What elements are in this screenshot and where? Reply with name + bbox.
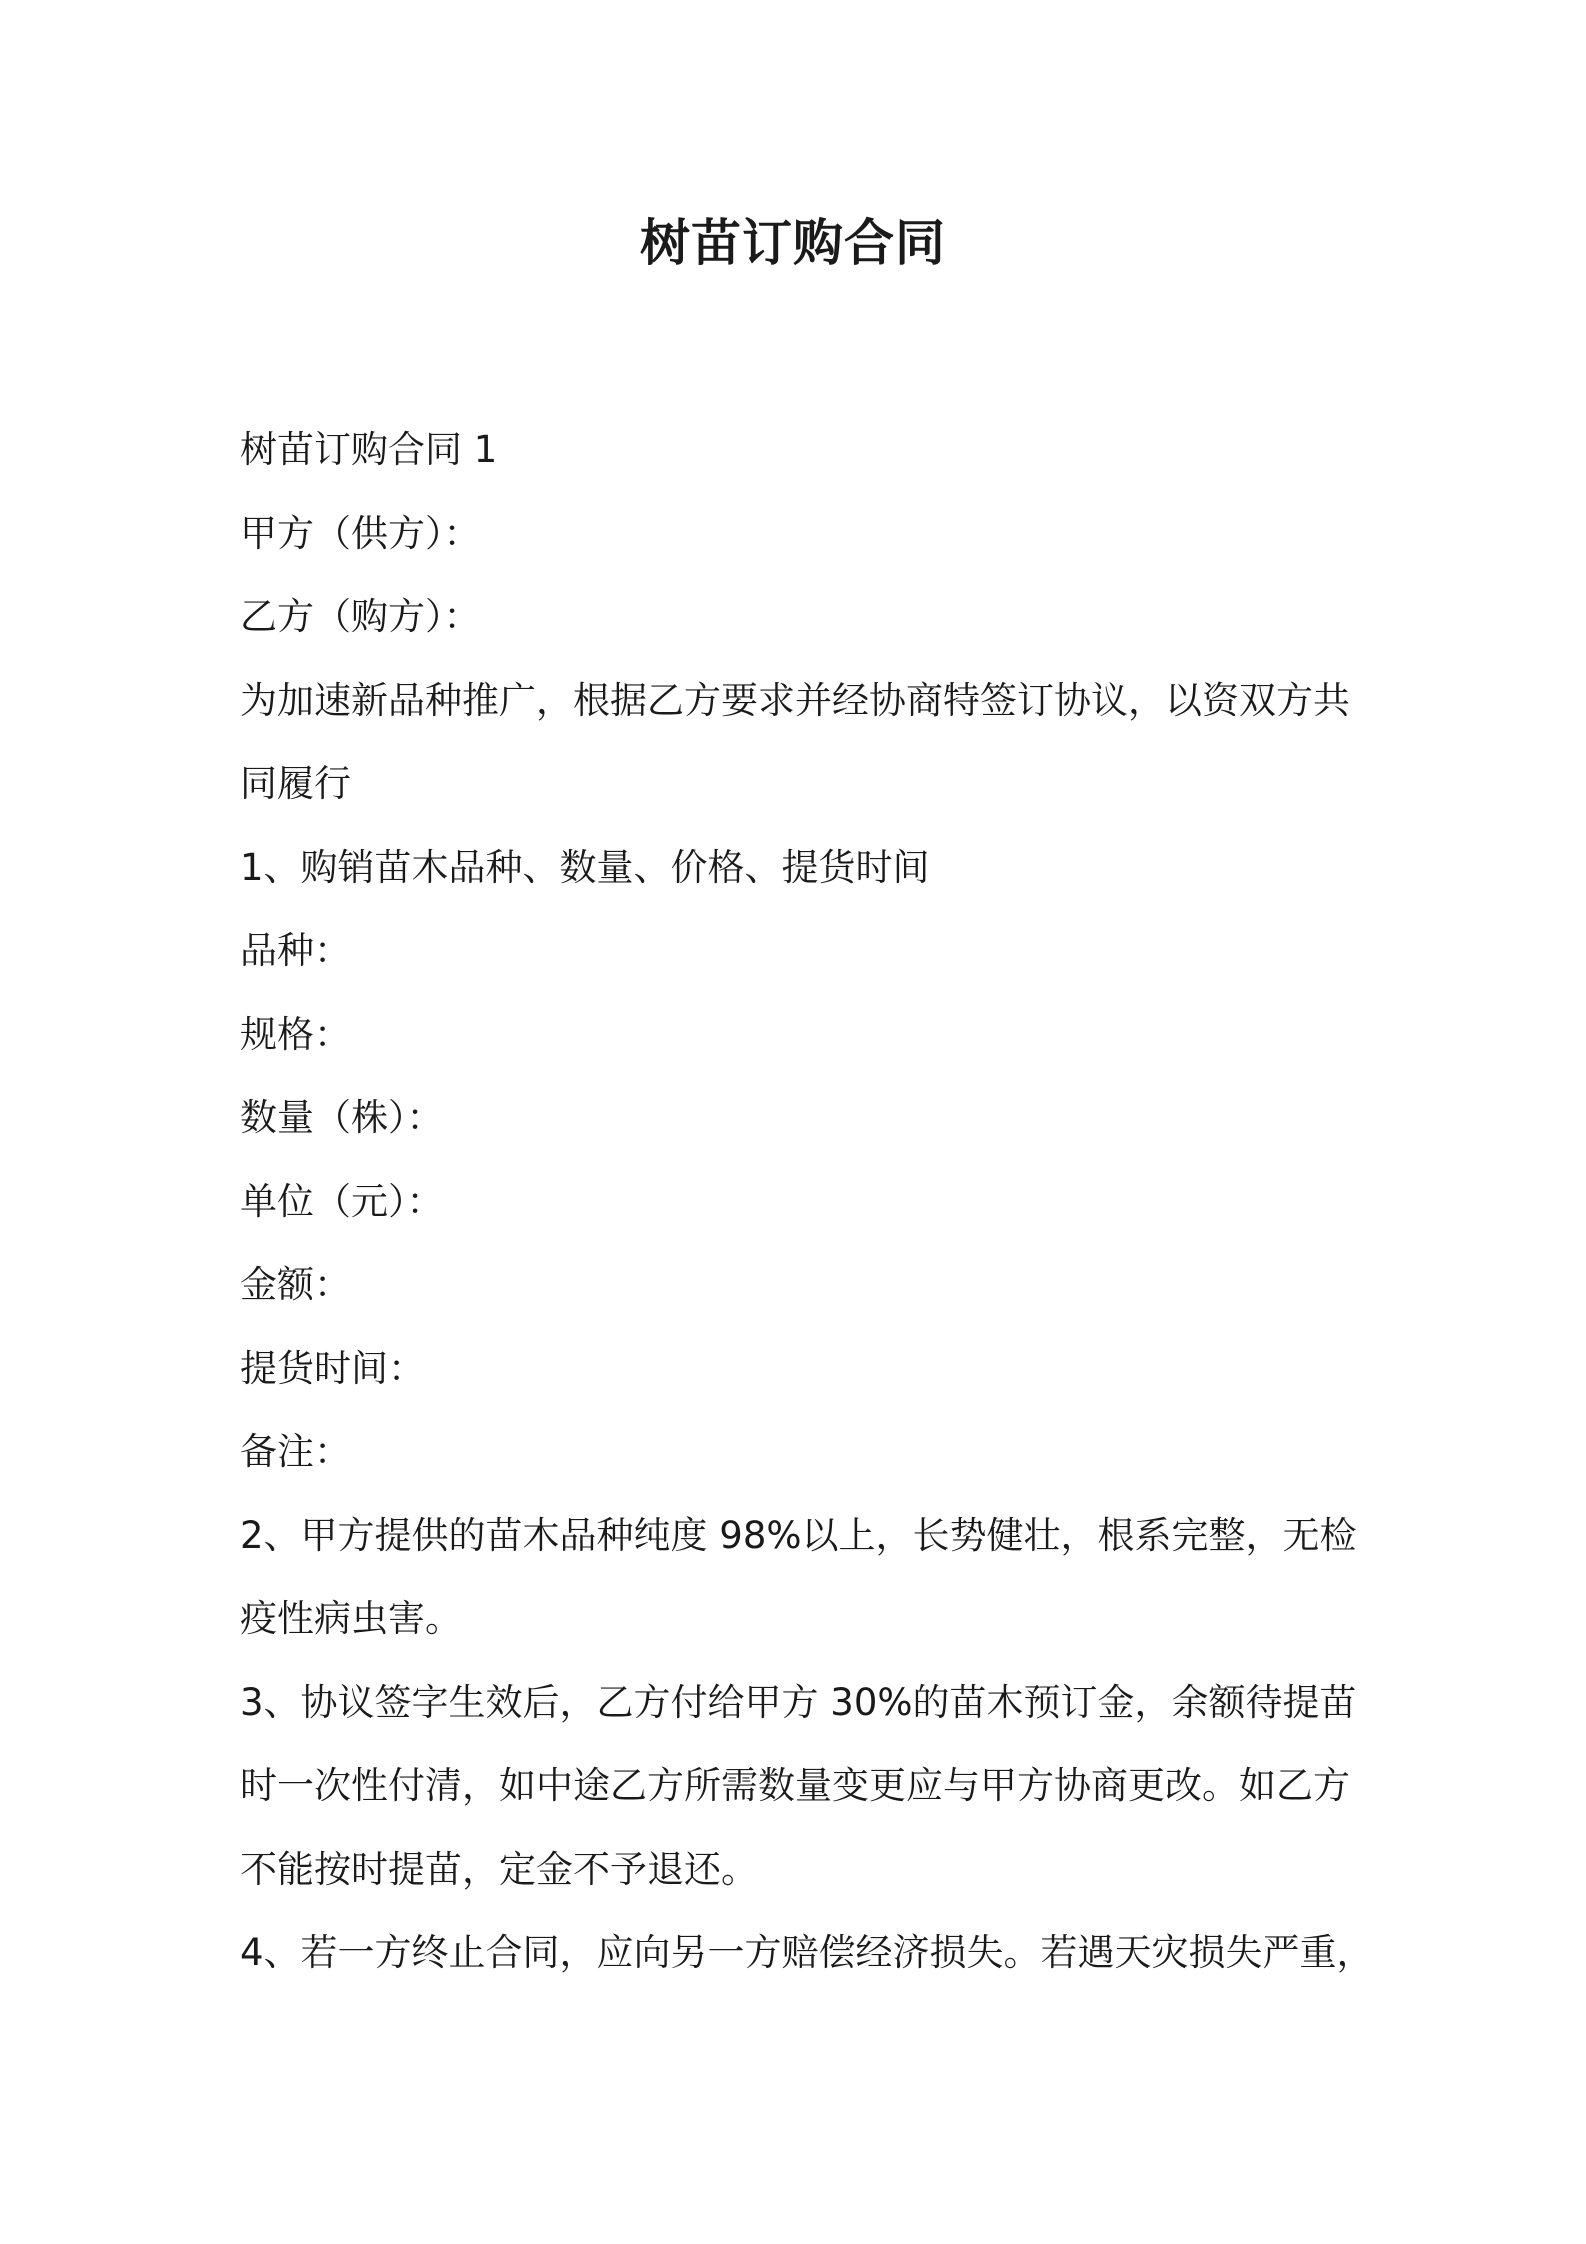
preamble-line: 为加速新品种推广，根据乙方要求并经协商特签订协议，以资双方共 (240, 678, 1350, 722)
variety-field: 品种： (240, 929, 351, 972)
clause-3-line: 3、协议签字生效后，乙方付给甲方 30%的苗木预订金，余额待提苗 (240, 1680, 1357, 1724)
clause-2-line: 疫性病虫害。 (240, 1597, 462, 1640)
specification-field: 规格： (240, 1012, 351, 1056)
unit-price-field: 单位（元）： (240, 1179, 444, 1223)
document-body (240, 408, 1374, 1995)
clause-4-line: 4、若一方终止合同，应向另一方赔偿经济损失。若遇天灾损失严重， (240, 1931, 1374, 1974)
delivery-time-field: 提货时间： (240, 1346, 425, 1390)
document-title: 树苗订购合同 (640, 214, 946, 272)
clause-1-heading: 1、购销苗木品种、数量、价格、提货时间 (240, 845, 930, 889)
amount-field: 金额： (240, 1263, 351, 1306)
preamble-line: 同履行 (240, 762, 351, 805)
clause-2-line: 2、甲方提供的苗木品种纯度 98%以上，长势健壮，根系完整，无检 (240, 1513, 1357, 1557)
party-a-field: 甲方（供方）： (240, 511, 481, 555)
remarks-field: 备注： (240, 1430, 351, 1473)
clause-3-line: 时一次性付清，如中途乙方所需数量变更应与甲方协商更改。如乙方 (240, 1764, 1350, 1807)
quantity-field: 数量（株）： (240, 1096, 444, 1139)
party-b-field: 乙方（购方）： (240, 595, 481, 638)
clause-3-line: 不能按时提苗，定金不予退还。 (240, 1847, 758, 1891)
section-heading: 树苗订购合同 1 (240, 428, 498, 471)
